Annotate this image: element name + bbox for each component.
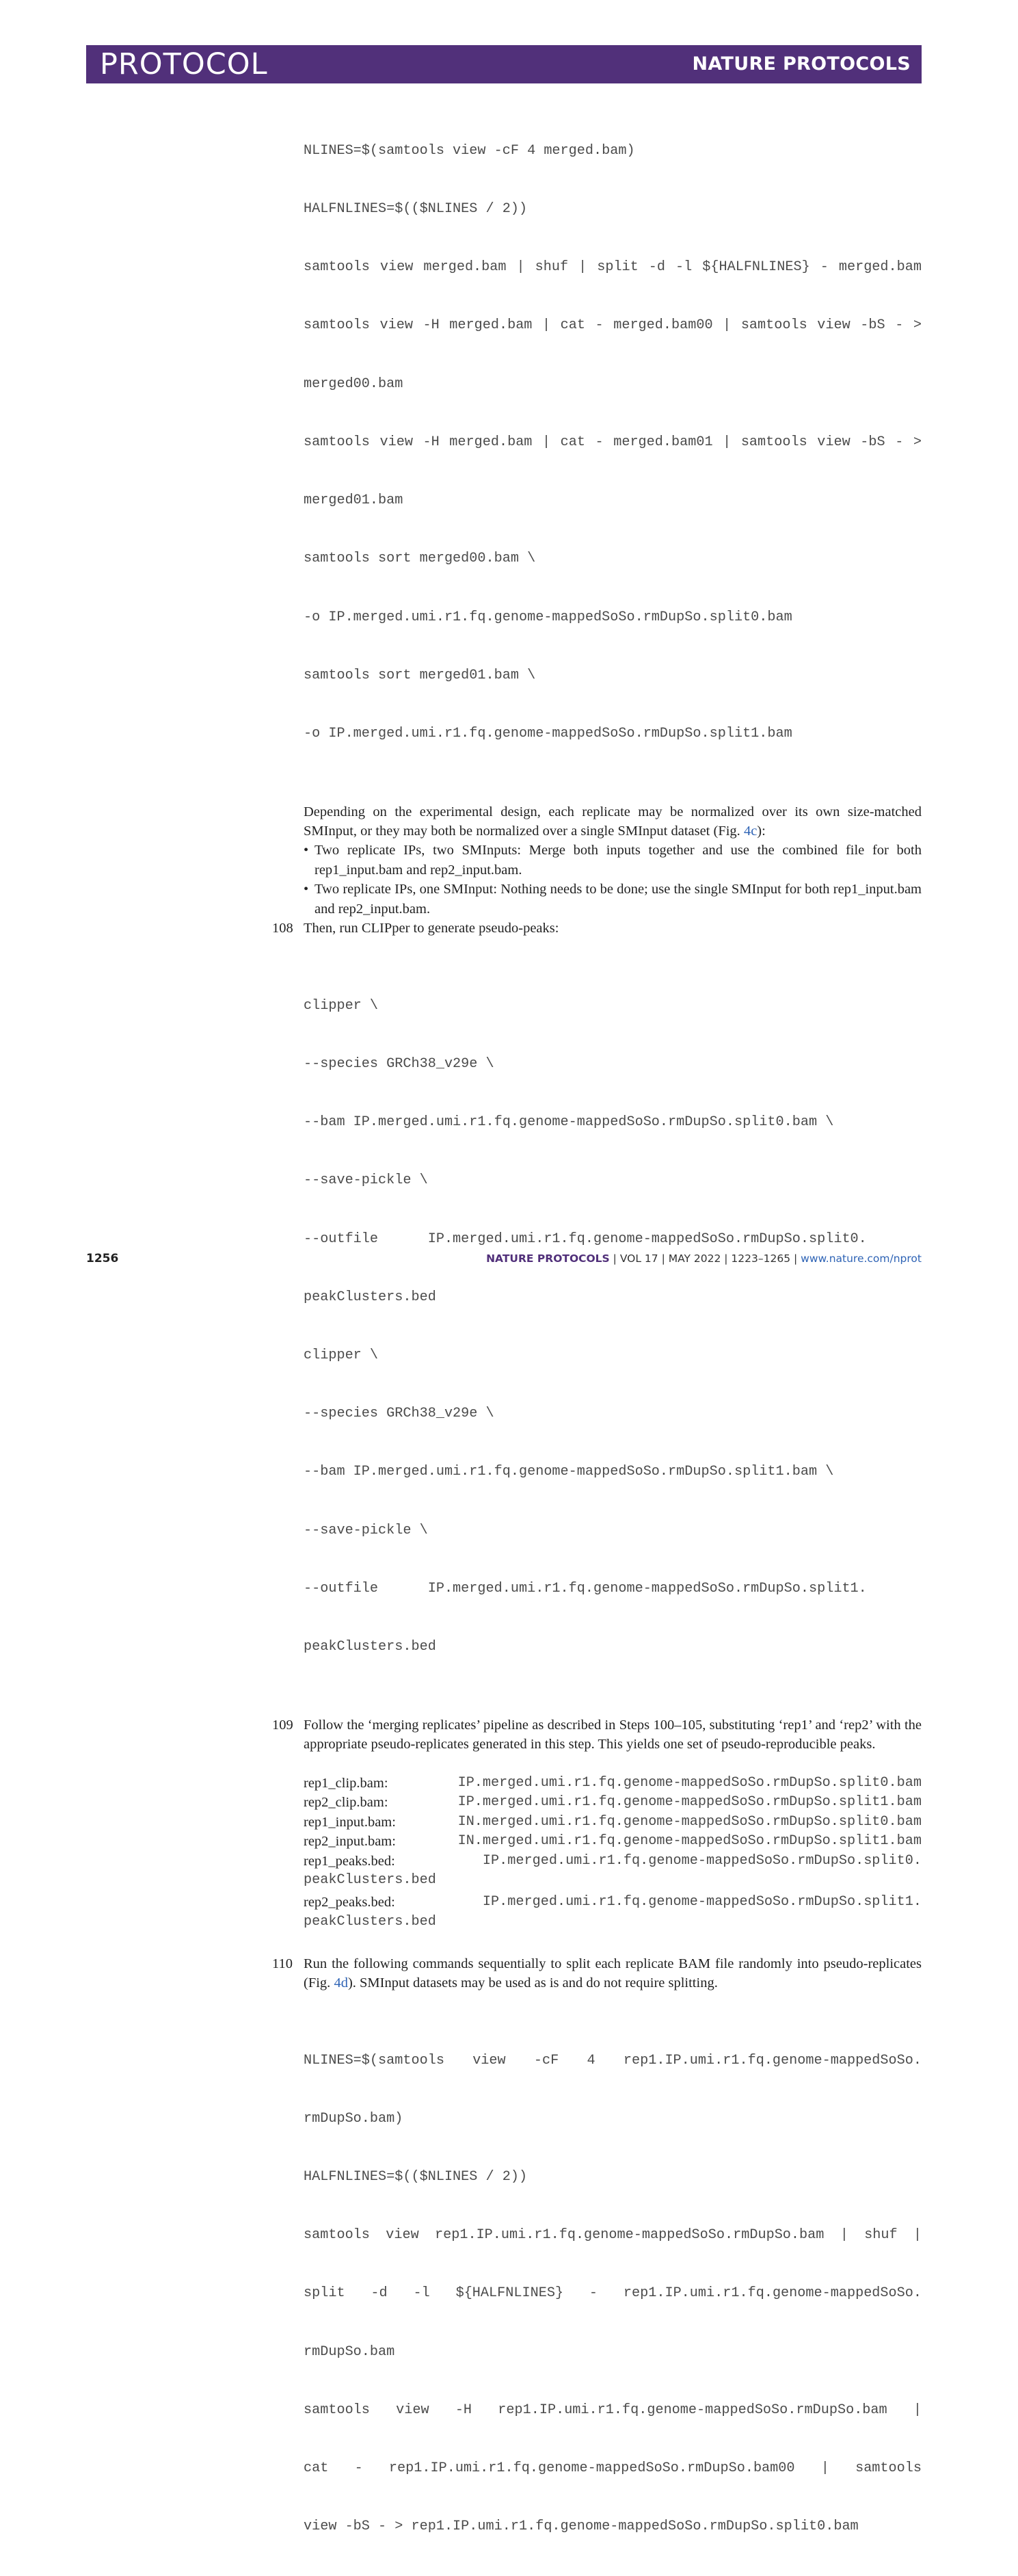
code-line: --bam IP.merged.umi.r1.fq.genome-mappedSoSo.rmDupSo.split1.bam \ [304,1464,834,1480]
step-109 [272,1716,922,1754]
code-line: NLINES=$(samtools view -cF 4 merged.bam) [304,142,635,159]
design-tail: ): [757,824,766,839]
step-text [304,1954,922,1993]
list-item [304,880,922,919]
file-value: IP.merged.umi.r1.fq.genome-mappedSoSo.rmDupSo.split1. [482,1894,922,1910]
bullet-icon: • [304,843,309,858]
file-entry [304,1852,922,1871]
code-line: --bam IP.merged.umi.r1.fq.genome-mappedSoSo.rmDupSo.split0.bam \ [304,1114,834,1131]
file-entry [304,1832,922,1851]
design-text: Depending on the experimental design, each replicate may be normalized over its own size-matched SMInput, or they may both be normalized over a single SMInput dataset (Fig. [304,804,922,839]
file-value: IP.merged.umi.r1.fq.genome-mappedSoSo.rmDupSo.split1.bam [457,1794,922,1811]
list-item [304,841,922,880]
code-line: NLINES=$(samtools view -cF 4 rep1.IP.umi.r1.fq.genome-mappedSoSo. [304,2052,922,2068]
code-line: rmDupSo.bam) [304,2110,403,2127]
code-line: samtools view -H rep1.IP.umi.r1.fq.genome-mappedSoSo.rmDupSo.bam | [304,2402,922,2418]
footer-journal: NATURE PROTOCOLS [486,1252,610,1265]
footer-sep: | [790,1252,801,1265]
code-line: --outfile IP.merged.umi.r1.fq.genome-mappedSoSo.rmDupSo.split1. [304,1580,867,1596]
bullet-text: Two replicate IPs, two SMInputs: Merge both inputs together and use the combined file for both rep1_input.bam and rep2_input.bam. [314,843,922,878]
footer-volume: VOL 17 [619,1252,658,1265]
code-line: peakClusters.bed [304,1639,436,1655]
code-line: samtools view rep1.IP.umi.r1.fq.genome-mappedSoSo.rmDupSo.bam | shuf | [304,2227,922,2244]
step110-text: Run the following commands sequentially to split each replicate BAM file randomly into pseudo-replicates (Fig. [304,1956,922,1990]
code-line: --save-pickle \ [304,1522,428,1538]
step110-tail: ). SMInput datasets may be used as is and do not require splitting. [347,1975,718,1990]
step-text: Then, run CLIPper to generate pseudo-peaks: [304,921,559,936]
file-value-cont: peakClusters.bed [304,1913,436,1930]
code-block-split-rep1 [304,2012,922,2576]
figure-link[interactable]: 4d [334,1975,348,1990]
code-line: HALFNLINES=$(($NLINES / 2)) [304,2168,528,2185]
design-paragraph [304,802,922,841]
file-value-cont: peakClusters.bed [304,1871,436,1888]
file-label: rep2_peaks.bed: [304,1895,395,1910]
file-list [304,1774,922,1934]
code-line: view -bS - > rep1.IP.umi.r1.fq.genome-mappedSoSo.rmDupSo.split0.bam [304,2519,859,2535]
code-line: samtools sort merged01.bam \ [304,667,536,683]
file-entry-cont [304,1913,922,1934]
bullet-text: Two replicate IPs, one SMInput: Nothing needs to be done; use the single SMInput for both rep1_input.bam and rep2_input.bam. [314,882,922,917]
file-label: rep1_input.bam: [304,1814,396,1830]
footer-sep: | [609,1252,620,1265]
step-number: 109 [272,1717,293,1733]
code-line: HALFNLINES=$(($NLINES / 2)) [304,201,528,218]
file-entry-cont [304,1871,922,1893]
file-value: IN.merged.umi.r1.fq.genome-mappedSoSo.rmDupSo.split1.bam [457,1833,922,1850]
footer-sep: | [721,1252,732,1265]
page-number: 1256 [86,1252,119,1265]
code-line: clipper \ [304,1347,379,1363]
code-line: samtools sort merged00.bam \ [304,551,536,567]
step-number: 110 [272,1956,293,1971]
page-content [272,103,922,2576]
file-value: IP.merged.umi.r1.fq.genome-mappedSoSo.rmDupSo.split0.bam [457,1774,922,1791]
step-number: 108 [272,921,293,936]
code-line: --species GRCh38_v29e \ [304,1055,494,1072]
code-line: --species GRCh38_v29e \ [304,1406,494,1422]
file-entry [304,1774,922,1793]
footer-pages: 1223–1265 [731,1252,791,1265]
journal-name: NATURE PROTOCOLS [692,53,911,75]
code-line: rmDupSo.bam [304,2343,395,2360]
code-line: merged00.bam [304,376,403,392]
code-line: merged01.bam [304,492,403,509]
code-line: samtools view -H merged.bam | cat - merged.bam01 | samtools view -bS - > [304,434,922,450]
code-line: peakClusters.bed [304,1289,436,1305]
file-entry [304,1893,922,1912]
footer-url[interactable]: www.nature.com/nprot [801,1252,922,1265]
file-label: rep1_clip.bam: [304,1775,388,1791]
code-line: --outfile IP.merged.umi.r1.fq.genome-mappedSoSo.rmDupSo.split0. [304,1231,867,1247]
code-line: clipper \ [304,997,379,1014]
file-value: IP.merged.umi.r1.fq.genome-mappedSoSo.rmDupSo.split0. [482,1852,922,1869]
file-label: rep2_input.bam: [304,1834,396,1850]
code-block-clipper [304,958,922,1696]
code-line: samtools view merged.bam | shuf | split -d -l ${HALFNLINES} - merged.bam [304,259,922,276]
footer-sep: | [658,1252,669,1265]
header-banner [86,45,922,83]
figure-link[interactable]: 4c [743,824,758,839]
code-line: cat - rep1.IP.umi.r1.fq.genome-mappedSoSo.rmDupSo.bam00 | samtools [304,2460,922,2477]
footer-date: MAY 2022 [668,1252,721,1265]
code-line: split -d -l ${HALFNLINES} - rep1.IP.umi.r1.fq.genome-mappedSoSo. [304,2285,922,2302]
code-line: --save-pickle \ [304,1172,428,1189]
footer-citation [486,1252,922,1265]
code-line: -o IP.merged.umi.r1.fq.genome-mappedSoSo.rmDupSo.split1.bam [304,726,792,741]
code-block-split-merged [304,103,922,783]
code-line: samtools view -H merged.bam | cat - merged.bam00 | samtools view -bS - > [304,317,922,334]
bullet-icon: • [304,882,309,897]
step-text: Follow the ‘merging replicates’ pipeline as described in Steps 100–105, substituting ‘rep1’ and ‘rep2’ with the appropriate pseudo-replicates generated in this step. This yields one set of pseudo-reproducible peaks. [304,1717,922,1752]
file-label: rep1_peaks.bed: [304,1853,395,1869]
step-110 [272,1954,922,1993]
file-label: rep2_clip.bam: [304,1795,388,1811]
section-label: PROTOCOL [100,47,268,81]
code-line: -o IP.merged.umi.r1.fq.genome-mappedSoSo.rmDupSo.split0.bam [304,609,792,625]
file-entry [304,1813,922,1832]
step-108 [272,919,922,938]
file-value: IN.merged.umi.r1.fq.genome-mappedSoSo.rmDupSo.split0.bam [457,1813,922,1830]
file-entry [304,1793,922,1812]
